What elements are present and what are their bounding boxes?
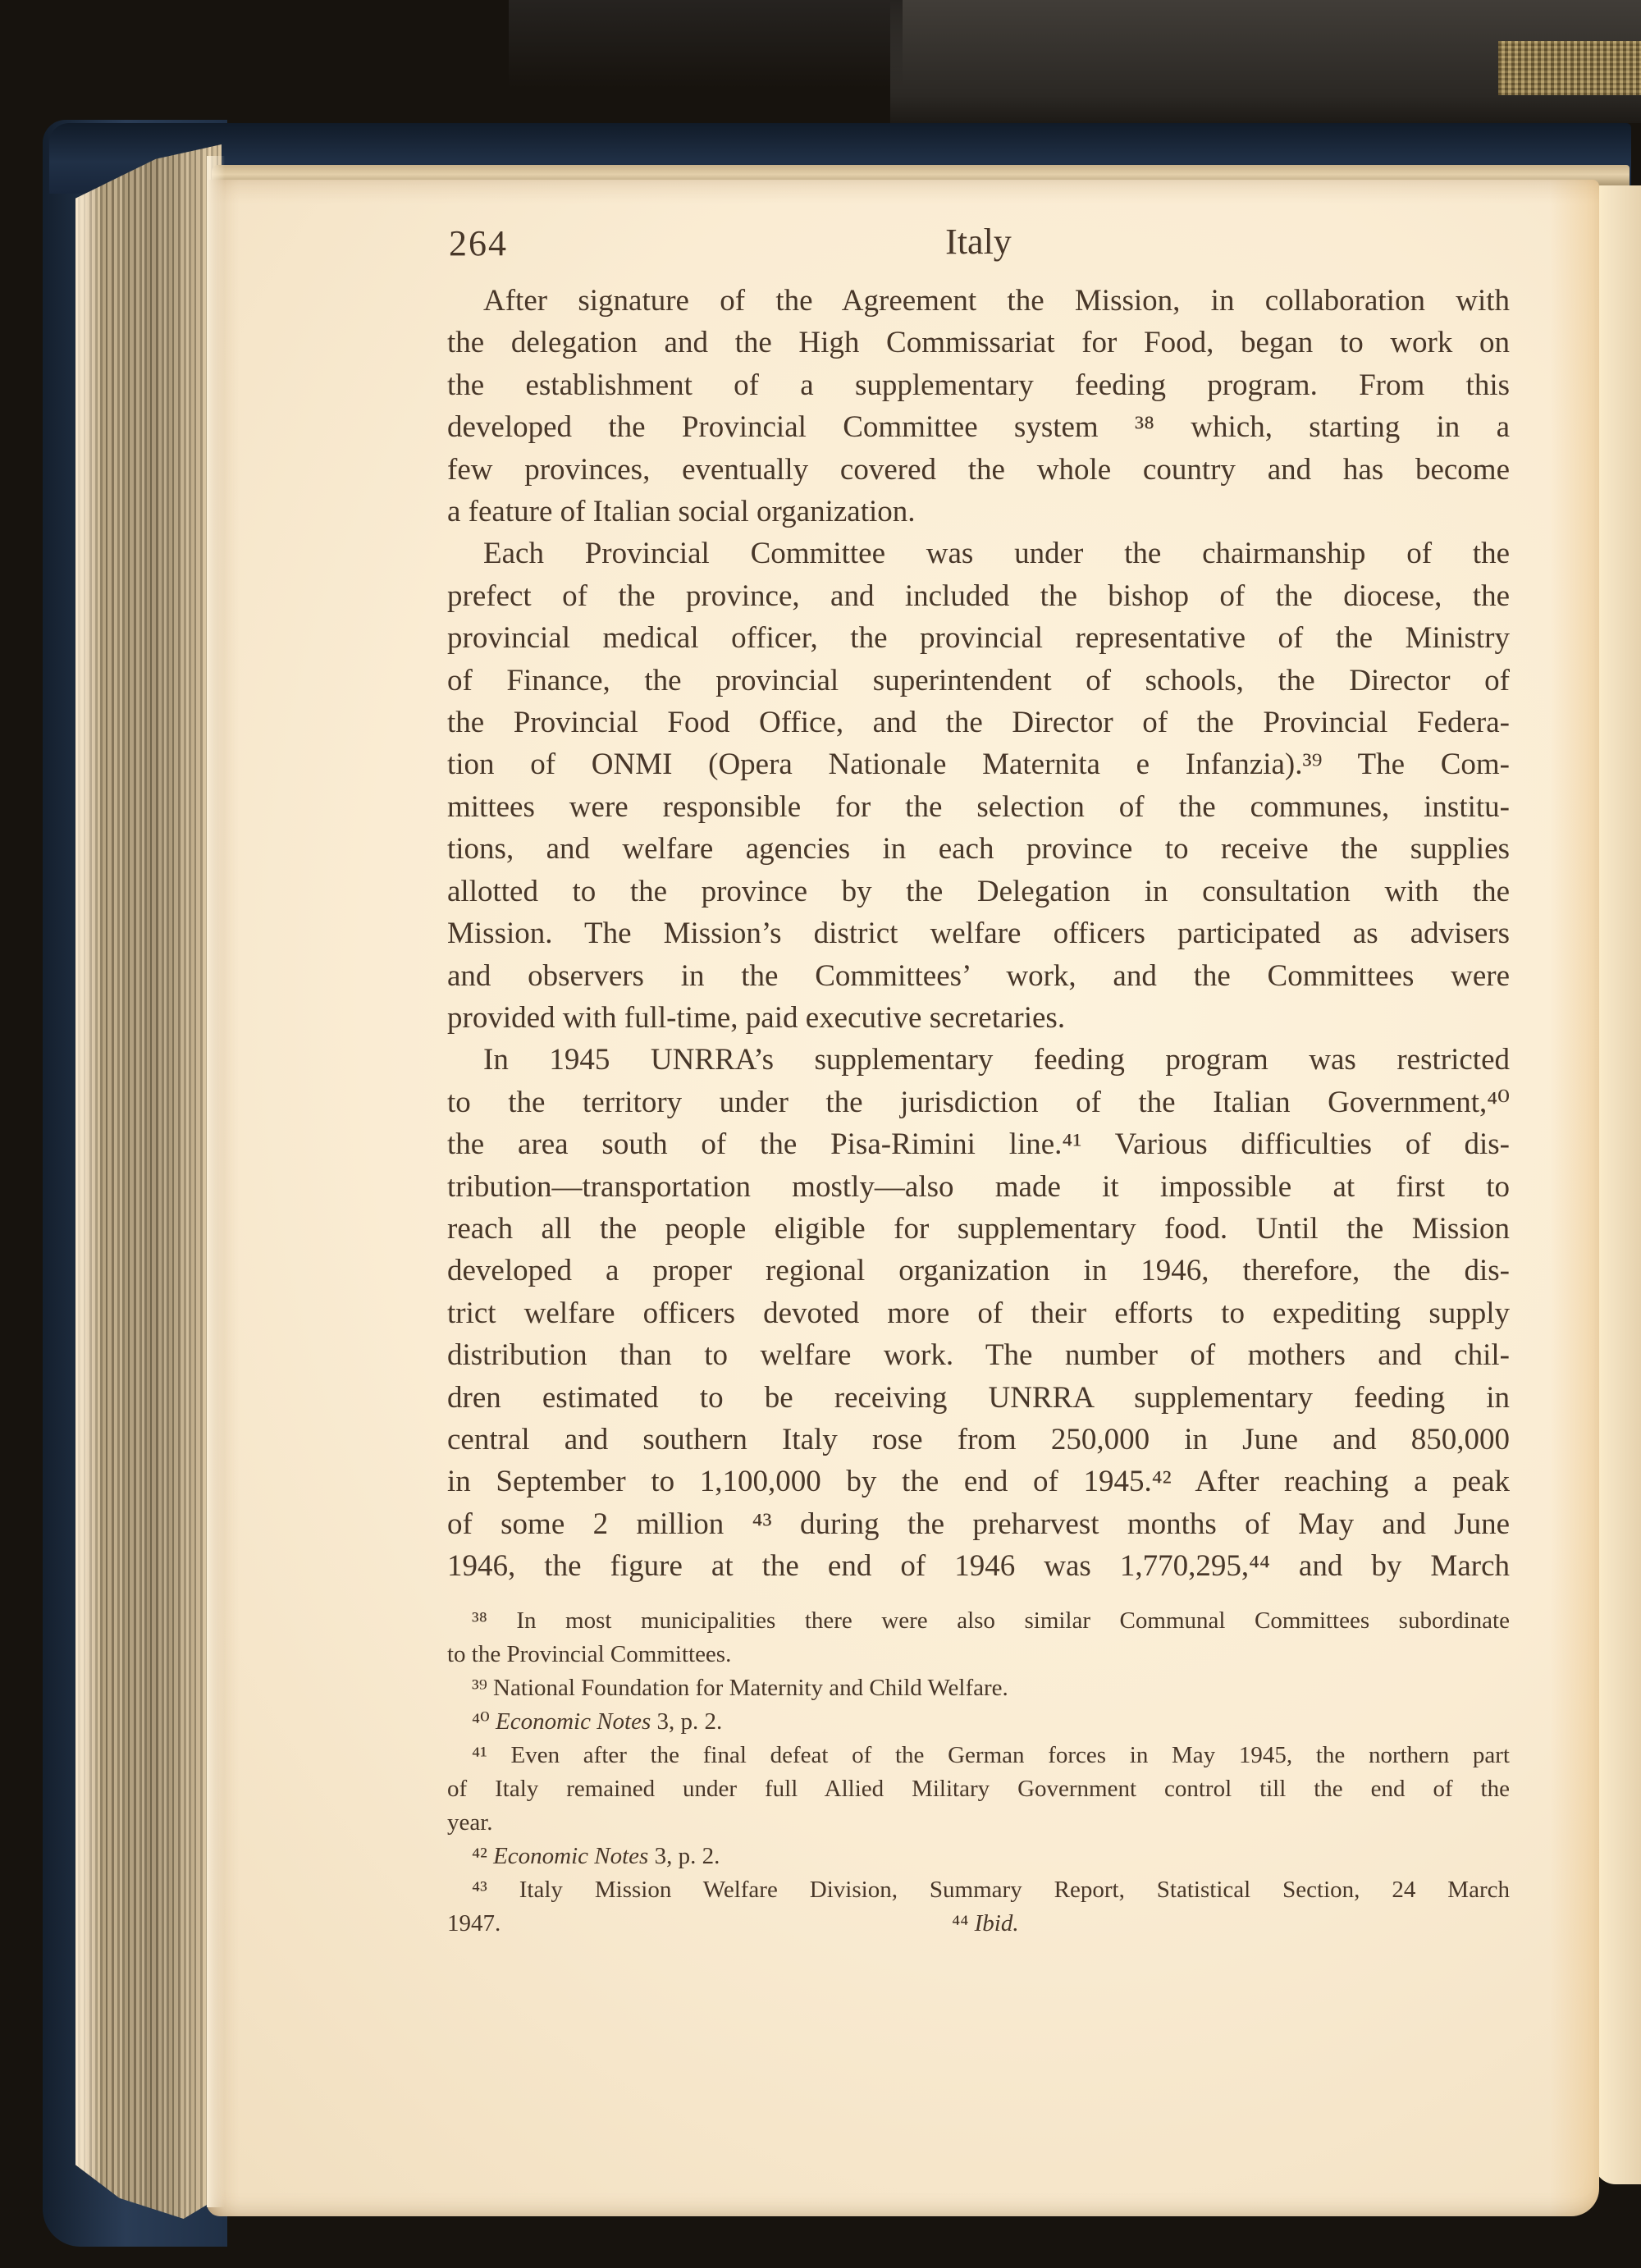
text-line: Mission. The Mission’s district welfare officers participated as advisers <box>447 917 1510 951</box>
footnote-centered-segment <box>952 1907 1018 1941</box>
footnote-segment: ⁴³ Italy Mission Welfare Division, Summary Report, Statistical Section, 24 March <box>472 1877 1510 1903</box>
text-line: to the territory under the jurisdiction of the Italian Government,⁴⁰ <box>447 1085 1510 1119</box>
text-line: the establishment of a supplementary feeding program. From this <box>447 368 1510 402</box>
text-line: After signature of the Agreement the Mission, in collaboration with <box>483 284 1510 318</box>
footnote-line <box>447 1806 1510 1840</box>
footnote-segment: 3, p. 2. <box>651 1708 723 1735</box>
footnote-segment: ⁴² <box>472 1843 494 1869</box>
text-line: allotted to the province by the Delegation in consultation with the <box>447 874 1510 908</box>
footnote-segment: ³⁸ In most municipalities there were also similar Communal Committees subordinate <box>472 1607 1510 1634</box>
text-line: 1946, the figure at the end of 1946 was 1,770,295,⁴⁴ and by March <box>447 1549 1510 1584</box>
text-line: a feature of Italian social organization. <box>447 495 916 529</box>
body-text <box>447 280 1510 1588</box>
text-line: dren estimated to be receiving UNRRA supplementary feeding in <box>447 1380 1510 1415</box>
text-line: tions, and welfare agencies in each province to receive the supplies <box>447 832 1510 867</box>
footnote-line <box>447 1739 1510 1772</box>
text-line: provided with full-time, paid executive secretaries. <box>447 1000 1066 1035</box>
running-head: Italy <box>945 222 1012 262</box>
footnote-segment: ³⁹ National Foundation for Maternity and Child Welfare. <box>472 1675 1008 1701</box>
text-line: in September to 1,100,000 by the end of 1945.⁴² After reaching a peak <box>447 1465 1510 1499</box>
footnotes <box>447 1604 1510 1941</box>
page-header <box>447 222 1510 270</box>
text-line: reach all the people eligible for supplementary food. Until the Mission <box>447 1211 1510 1246</box>
book-page <box>207 180 1599 2216</box>
page-edges-stack <box>75 144 222 2219</box>
text-line: tion of ONMI (Opera Nationale Maternita e Infanzia).³⁹ The Com- <box>447 748 1510 782</box>
text-line: of Finance, the provincial superintendent of schools, the Director of <box>447 663 1510 697</box>
camera-shadow-soft <box>509 0 903 98</box>
text-line: central and southern Italy rose from 250,000 in June and 850,000 <box>447 1422 1510 1456</box>
text-line: of some 2 million ⁴³ during the preharvest months of May and June <box>447 1507 1510 1541</box>
footnote-line <box>447 1671 1510 1705</box>
book-cover-cloth-corner <box>1498 41 1641 95</box>
text-line: mittees were responsible for the selection of the communes, institu- <box>447 789 1510 824</box>
text-line: trict welfare officers devoted more of their efforts to expediting supply <box>447 1296 1510 1330</box>
footnote-segment: of Italy remained under full Allied Military Government control till the end of the <box>447 1776 1510 1802</box>
footnote-line <box>447 1638 1510 1671</box>
footnote-segment: ⁴¹ Even after the final defeat of the German forces in May 1945, the northern part <box>472 1742 1510 1768</box>
text-line: the Provincial Food Office, and the Director of the Provincial Federa- <box>447 706 1510 740</box>
footnote-line <box>447 1772 1510 1806</box>
paragraph <box>447 280 1510 533</box>
adjacent-page-edge <box>1594 185 1641 2184</box>
footnote-segment: ⁴⁴ <box>952 1910 975 1936</box>
footnote-line <box>447 1907 1510 1941</box>
text-line: the delegation and the High Commissariat for Food, began to work on <box>447 326 1510 360</box>
paragraph <box>447 533 1510 1039</box>
text-line: provincial medical officer, the provincial representative of the Ministry <box>447 621 1510 656</box>
footnote-line <box>447 1705 1510 1739</box>
text-line: tribution—transportation mostly—also made it impossible at first to <box>447 1169 1510 1204</box>
text-line: developed a proper regional organization in 1946, therefore, the dis- <box>447 1254 1510 1288</box>
footnote-line <box>447 1873 1510 1907</box>
footnote-segment: Ibid. <box>974 1910 1019 1936</box>
text-line: Each Provincial Committee was under the chairmanship of the <box>483 537 1510 571</box>
text-line: the area south of the Pisa-Rimini line.⁴¹ Various difficulties of dis- <box>447 1127 1510 1162</box>
text-line: prefect of the province, and included the bishop of the diocese, the <box>447 578 1510 613</box>
page-edge-highlight <box>207 156 225 2207</box>
footnote-line <box>447 1604 1510 1638</box>
footnote-line <box>447 1840 1510 1873</box>
footnote-segment: 1947. <box>447 1910 501 1936</box>
page-number: 264 <box>449 223 508 263</box>
text-line: few provinces, eventually covered the whole country and has become <box>447 452 1510 487</box>
footnote-segment: Economic Notes <box>493 1843 649 1869</box>
footnote-segment: year. <box>447 1809 493 1836</box>
text-line: In 1945 UNRRA’s supplementary feeding program was restricted <box>483 1043 1510 1077</box>
text-line: and observers in the Committees’ work, and the Committees were <box>447 958 1510 993</box>
footnote-segment: ⁴⁰ <box>472 1708 496 1735</box>
paragraph <box>447 1039 1510 1587</box>
text-line: distribution than to welfare work. The number of mothers and chil- <box>447 1338 1510 1373</box>
text-line: developed the Provincial Committee system ³⁸ which, starting in a <box>447 410 1510 445</box>
footnote-segment: to the Provincial Committees. <box>447 1641 732 1667</box>
footnote-segment: Economic Notes <box>496 1708 651 1735</box>
footnote-segment: 3, p. 2. <box>648 1843 720 1869</box>
